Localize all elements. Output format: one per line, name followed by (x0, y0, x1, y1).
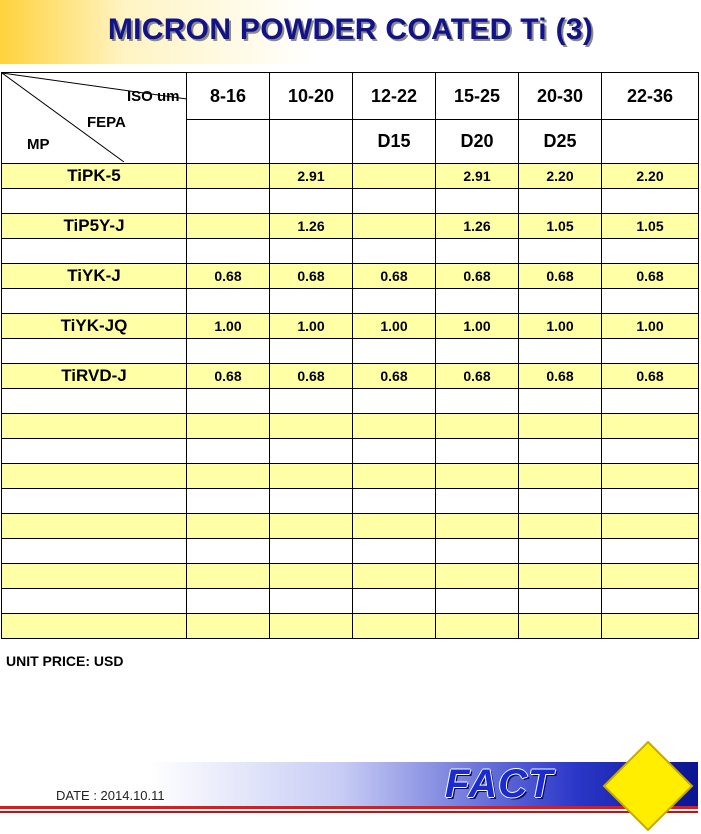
price-cell: 2.20 (519, 164, 602, 189)
iso-label: ISO um (127, 88, 180, 105)
price-cell (187, 589, 270, 614)
price-cell (602, 489, 699, 514)
price-cell (187, 514, 270, 539)
price-cell (602, 389, 699, 414)
price-cell: 0.68 (519, 264, 602, 289)
product-name-cell (2, 589, 187, 614)
price-cell (436, 189, 519, 214)
price-cell (353, 514, 436, 539)
price-cell (602, 589, 699, 614)
product-name-cell (2, 514, 187, 539)
iso-header-row (2, 73, 699, 120)
price-cell (270, 514, 353, 539)
price-cell (270, 439, 353, 464)
table-row (2, 264, 699, 289)
fepa-label: FEPA (87, 114, 126, 131)
product-name-cell (2, 389, 187, 414)
price-cell (270, 189, 353, 214)
corner-header-cell (2, 73, 187, 164)
price-cell (353, 214, 436, 239)
price-cell (187, 214, 270, 239)
price-cell (353, 564, 436, 589)
table-row (2, 164, 699, 189)
price-cell (519, 189, 602, 214)
price-cell: 0.68 (187, 364, 270, 389)
price-cell (519, 564, 602, 589)
price-cell (270, 614, 353, 639)
price-cell (602, 464, 699, 489)
price-cell: 0.68 (519, 364, 602, 389)
fepa-grade-cell: D15 (353, 120, 436, 164)
price-cell: 0.68 (602, 364, 699, 389)
table-row (2, 314, 699, 339)
price-cell (187, 339, 270, 364)
price-cell (353, 464, 436, 489)
price-cell: 1.26 (436, 214, 519, 239)
table-row (2, 364, 699, 389)
product-name-cell (2, 614, 187, 639)
price-cell: 1.26 (270, 214, 353, 239)
price-cell: 1.00 (436, 314, 519, 339)
price-cell: 0.68 (353, 264, 436, 289)
table-row (2, 214, 699, 239)
footer-red-line (0, 806, 698, 809)
price-cell: 0.68 (436, 364, 519, 389)
price-cell (436, 564, 519, 589)
price-cell (436, 514, 519, 539)
product-name-cell (2, 564, 187, 589)
price-cell (353, 289, 436, 314)
price-cell (436, 589, 519, 614)
price-cell: 0.68 (602, 264, 699, 289)
table-row (2, 489, 699, 514)
fepa-grade-cell: D25 (519, 120, 602, 164)
price-cell (602, 564, 699, 589)
price-cell (436, 614, 519, 639)
price-cell: 1.05 (602, 214, 699, 239)
price-cell (353, 189, 436, 214)
unit-price-note: UNIT PRICE: USD (6, 653, 124, 669)
price-cell (519, 514, 602, 539)
product-name-cell (2, 289, 187, 314)
price-cell (436, 389, 519, 414)
price-cell: 1.00 (270, 314, 353, 339)
price-cell (353, 439, 436, 464)
price-cell (602, 414, 699, 439)
price-cell (270, 289, 353, 314)
product-name-cell: TiRVD-J (2, 364, 187, 389)
price-cell (519, 489, 602, 514)
price-cell (270, 489, 353, 514)
table-row (2, 564, 699, 589)
fact-logo-text: FACT (445, 762, 554, 806)
price-cell (602, 339, 699, 364)
price-cell (602, 439, 699, 464)
price-cell: 0.68 (270, 264, 353, 289)
price-cell (602, 189, 699, 214)
price-cell (519, 464, 602, 489)
price-cell (187, 164, 270, 189)
iso-size-cell: 20-30 (519, 73, 602, 120)
table-row (2, 514, 699, 539)
price-cell (602, 514, 699, 539)
fepa-grade-cell (187, 120, 270, 164)
price-cell (353, 489, 436, 514)
price-cell: 2.91 (270, 164, 353, 189)
table-row (2, 614, 699, 639)
iso-size-cell: 22-36 (602, 73, 699, 120)
price-cell (270, 564, 353, 589)
price-cell (187, 464, 270, 489)
price-cell (519, 589, 602, 614)
price-cell (187, 539, 270, 564)
document-date: DATE : 2014.10.11 (56, 788, 165, 803)
price-cell: 1.00 (353, 314, 436, 339)
price-cell (187, 289, 270, 314)
price-cell: 1.00 (519, 314, 602, 339)
price-cell (519, 614, 602, 639)
table-row (2, 539, 699, 564)
price-cell (519, 414, 602, 439)
price-cell: 1.05 (519, 214, 602, 239)
price-cell (436, 489, 519, 514)
price-cell (436, 439, 519, 464)
product-name-cell: TiYK-J (2, 264, 187, 289)
price-cell (270, 464, 353, 489)
price-cell (270, 589, 353, 614)
table-row (2, 339, 699, 364)
fepa-grade-cell: D20 (436, 120, 519, 164)
diamond-logo-icon (602, 740, 694, 832)
price-cell (187, 564, 270, 589)
price-cell (436, 289, 519, 314)
product-name-cell (2, 489, 187, 514)
price-cell (602, 614, 699, 639)
table-row (2, 414, 699, 439)
price-cell (519, 389, 602, 414)
table-row (2, 589, 699, 614)
price-cell (187, 439, 270, 464)
price-cell (519, 289, 602, 314)
price-cell (353, 589, 436, 614)
fepa-grade-cell (602, 120, 699, 164)
iso-size-cell: 10-20 (270, 73, 353, 120)
price-cell: 0.68 (270, 364, 353, 389)
product-name-cell (2, 414, 187, 439)
price-cell (353, 164, 436, 189)
price-cell (602, 239, 699, 264)
iso-size-cell: 8-16 (187, 73, 270, 120)
table-row (2, 464, 699, 489)
price-cell: 2.91 (436, 164, 519, 189)
price-cell (270, 539, 353, 564)
page-title: MICRON POWDER COATED Ti (3) (107, 13, 594, 46)
fepa-grade-cell (270, 120, 353, 164)
price-cell (187, 614, 270, 639)
price-cell (602, 539, 699, 564)
table-row (2, 239, 699, 264)
price-cell (270, 389, 353, 414)
price-cell (436, 464, 519, 489)
price-cell: 1.00 (602, 314, 699, 339)
price-cell (270, 414, 353, 439)
product-name-cell: TiYK-JQ (2, 314, 187, 339)
price-cell (436, 339, 519, 364)
footer-red-line (0, 811, 698, 813)
price-table (1, 72, 699, 639)
price-cell (270, 339, 353, 364)
price-cell (436, 239, 519, 264)
price-cell (353, 239, 436, 264)
product-name-cell (2, 189, 187, 214)
price-cell: 2.20 (602, 164, 699, 189)
price-cell (353, 389, 436, 414)
product-name-cell (2, 339, 187, 364)
table-row (2, 389, 699, 414)
price-cell: 0.68 (187, 264, 270, 289)
price-cell (187, 189, 270, 214)
price-cell (602, 289, 699, 314)
price-cell (353, 414, 436, 439)
product-name-cell (2, 439, 187, 464)
product-name-cell: TiPK-5 (2, 164, 187, 189)
price-cell (519, 239, 602, 264)
price-cell (436, 414, 519, 439)
price-cell (353, 539, 436, 564)
price-cell (187, 389, 270, 414)
price-cell (436, 539, 519, 564)
iso-size-cell: 12-22 (353, 73, 436, 120)
price-cell (187, 489, 270, 514)
product-name-cell (2, 464, 187, 489)
price-cell (519, 539, 602, 564)
price-cell (353, 614, 436, 639)
price-cell (270, 239, 353, 264)
product-name-cell: TiP5Y-J (2, 214, 187, 239)
price-cell (187, 414, 270, 439)
price-cell: 1.00 (187, 314, 270, 339)
table-row (2, 189, 699, 214)
mp-label: MP (27, 136, 50, 153)
iso-size-cell: 15-25 (436, 73, 519, 120)
product-name-cell (2, 239, 187, 264)
product-name-cell (2, 539, 187, 564)
table-row (2, 289, 699, 314)
price-cell (519, 339, 602, 364)
table-row (2, 439, 699, 464)
price-cell (187, 239, 270, 264)
price-cell: 0.68 (436, 264, 519, 289)
price-cell: 0.68 (353, 364, 436, 389)
price-cell (353, 339, 436, 364)
price-cell (519, 439, 602, 464)
